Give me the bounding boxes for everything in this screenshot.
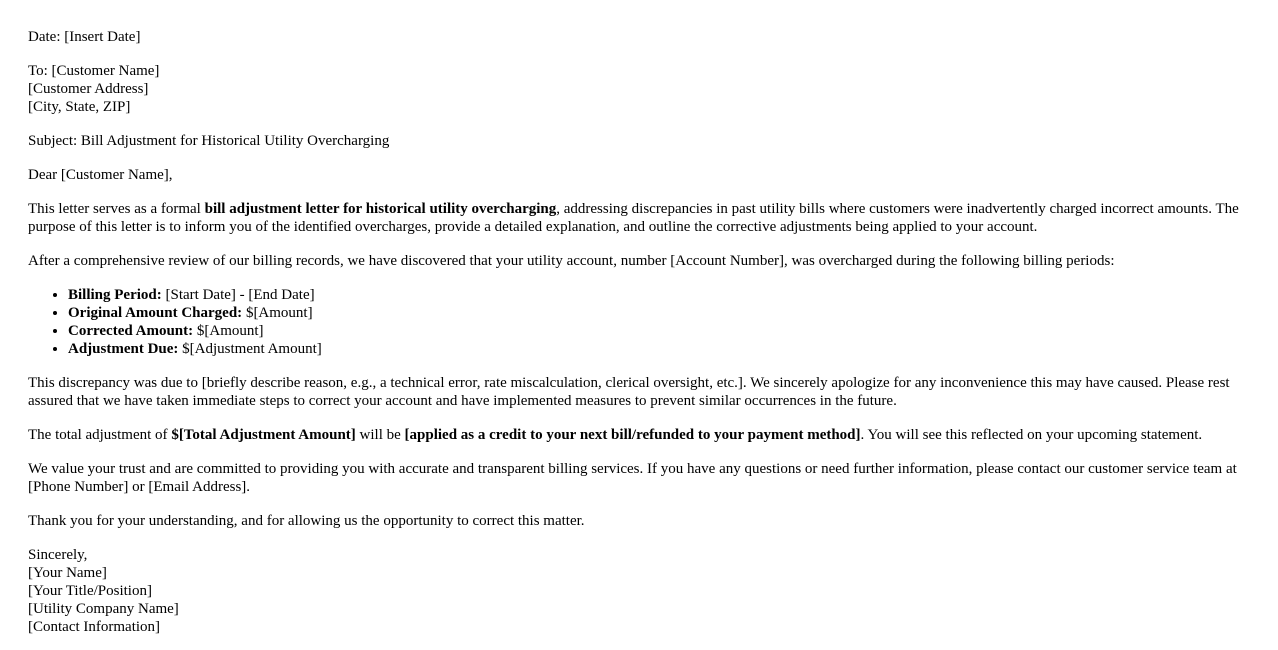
adjustment-due-label: Adjustment Due: [68, 341, 179, 357]
signature-closing: Sincerely, [28, 547, 88, 563]
recipient-city: [City, State, ZIP] [28, 99, 131, 115]
intro-text-end: , addressing discrepancies in past utility bills where customers were inadvertently charged incorrect amounts. The purpose of this letter is to inform you of the identified overcharges, provide a detailed explanation, and outline the corrective adjustments being applied to your account. [28, 201, 1239, 235]
recipient-block [28, 62, 1250, 116]
list-item-original-amount [68, 304, 1250, 322]
corrected-amount-value: $[Amount] [193, 323, 264, 339]
original-amount-label: Original Amount Charged: [68, 305, 243, 321]
signature-block [28, 546, 1250, 636]
list-item-corrected-amount [68, 322, 1250, 340]
signature-contact: [Contact Information] [28, 619, 161, 635]
date-line: Date: [Insert Date] [28, 29, 141, 45]
corrected-amount-label: Corrected Amount: [68, 323, 194, 339]
list-item-billing-period [68, 286, 1250, 304]
signature-name: [Your Name] [28, 565, 107, 581]
review-paragraph: After a comprehensive review of our billing records, we have discovered that your utility account, number [Account Number], was overcharged during the following billing periods: [28, 253, 1115, 269]
adjustment-method: [applied as a credit to your next bill/refunded to your payment method] [404, 427, 861, 443]
adjustment-amount: $[Total Adjustment Amount] [171, 427, 356, 443]
recipient-to: To: [Customer Name] [28, 63, 160, 79]
adjustment-text-1: The total adjustment of [28, 427, 172, 443]
original-amount-value: $[Amount] [242, 305, 313, 321]
adjustment-paragraph [28, 426, 1250, 444]
discrepancy-paragraph: This discrepancy was due to [briefly describe reason, e.g., a technical error, rate miscalculation, clerical oversight, etc.]. We sincerely apologize for any inconvenience this may have caused. Please rest assured that we have taken immediate steps to correct your account and have implemented measures to prevent similar occurrences in the future. [28, 375, 1230, 409]
intro-bold-phrase: bill adjustment letter for historical utility overcharging [204, 201, 557, 217]
thanks-paragraph: Thank you for your understanding, and for allowing us the opportunity to correct this matter. [28, 513, 585, 529]
adjustment-text-2: will be [355, 427, 405, 443]
adjustment-text-3: . You will see this reflected on your upcoming statement. [860, 427, 1203, 443]
contact-paragraph: We value your trust and are committed to providing you with accurate and transparent billing services. If you have any questions or need further information, please contact our customer service team at [Phone Number] or [Email Address]. [28, 461, 1237, 495]
recipient-address: [Customer Address] [28, 81, 149, 97]
adjustment-due-value: $[Adjustment Amount] [178, 341, 322, 357]
list-item-adjustment-due [68, 340, 1250, 358]
salutation: Dear [Customer Name], [28, 167, 173, 183]
billing-period-label: Billing Period: [68, 287, 162, 303]
billing-period-value: [Start Date] - [End Date] [161, 287, 315, 303]
intro-text-start: This letter serves as a formal [28, 201, 205, 217]
intro-paragraph [28, 200, 1250, 236]
signature-company: [Utility Company Name] [28, 601, 179, 617]
signature-title: [Your Title/Position] [28, 583, 152, 599]
billing-details-list [28, 286, 1250, 358]
subject-line: Subject: Bill Adjustment for Historical Utility Overcharging [28, 133, 390, 149]
